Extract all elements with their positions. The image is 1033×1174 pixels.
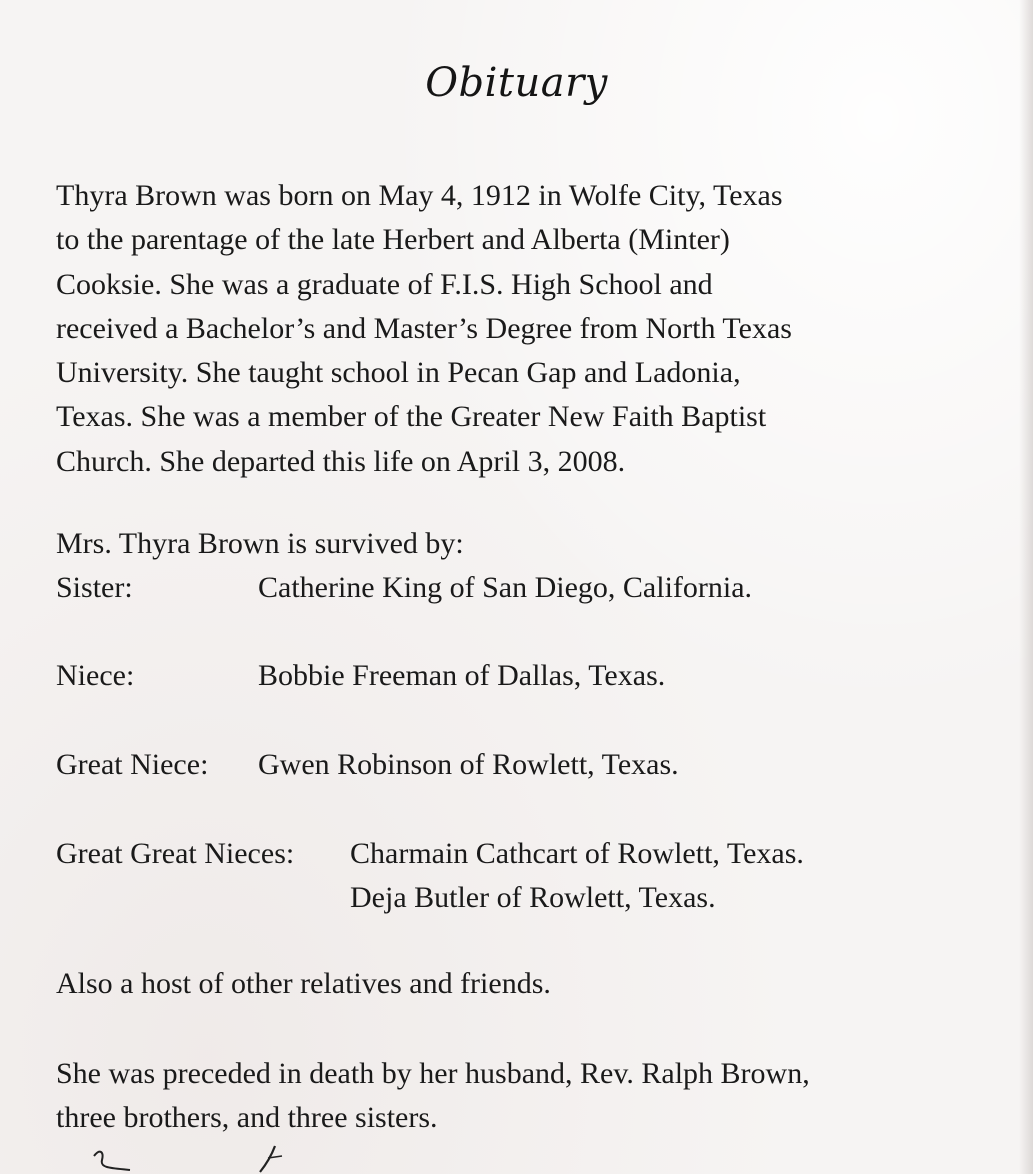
survivor-label: Great Great Nieces: <box>56 837 295 870</box>
intro-line: Cooksie. She was a graduate of F.I.S. High School and <box>56 267 713 301</box>
survivor-row-great-great-nieces <box>56 832 956 922</box>
survivor-value: Deja Butler of Rowlett, Texas. <box>350 881 716 914</box>
survivor-label: Sister: <box>56 571 133 604</box>
intro-line: to the parentage of the late Herbert and Alberta (Minter) <box>56 223 730 257</box>
survived-intro: Mrs. Thyra Brown is survived by: <box>56 527 464 560</box>
preceded-line: three brothers, and three sisters. <box>56 1101 438 1135</box>
intro-line: Texas. She was a member of the Greater New Faith Baptist <box>56 400 767 434</box>
intro-line: University. She taught school in Pecan Gap and Ladonia, <box>56 356 741 390</box>
intro-line: Thyra Brown was born on May 4, 1912 in Wolfe City, Texas <box>56 179 783 212</box>
preceded-paragraph <box>56 1052 956 1141</box>
survivor-value: Catherine King of San Diego, California. <box>258 571 753 604</box>
survivor-label: Great Niece: <box>56 748 209 781</box>
intro-paragraph <box>56 174 956 484</box>
survivor-label: Niece: <box>56 659 135 692</box>
survivor-value: Gwen Robinson of Rowlett, Texas. <box>258 748 679 781</box>
intro-line: received a Bachelor’s and Master’s Degree from North Texas <box>56 311 792 345</box>
survivor-value: Charmain Cathcart of Rowlett, Texas. <box>350 837 804 870</box>
intro-line: Church. She departed this life on April 3, 2008. <box>56 444 626 478</box>
also-relatives: Also a host of other relatives and friends. <box>56 967 551 1000</box>
preceded-line: She was preceded in death by her husband, Rev. Ralph Brown, <box>56 1057 810 1090</box>
page-edge-shadow <box>1019 0 1033 1174</box>
survivor-value: Bobbie Freeman of Dallas, Texas. <box>258 659 666 692</box>
page-title: Obituary <box>425 60 608 106</box>
handwritten-mark <box>90 1142 290 1174</box>
